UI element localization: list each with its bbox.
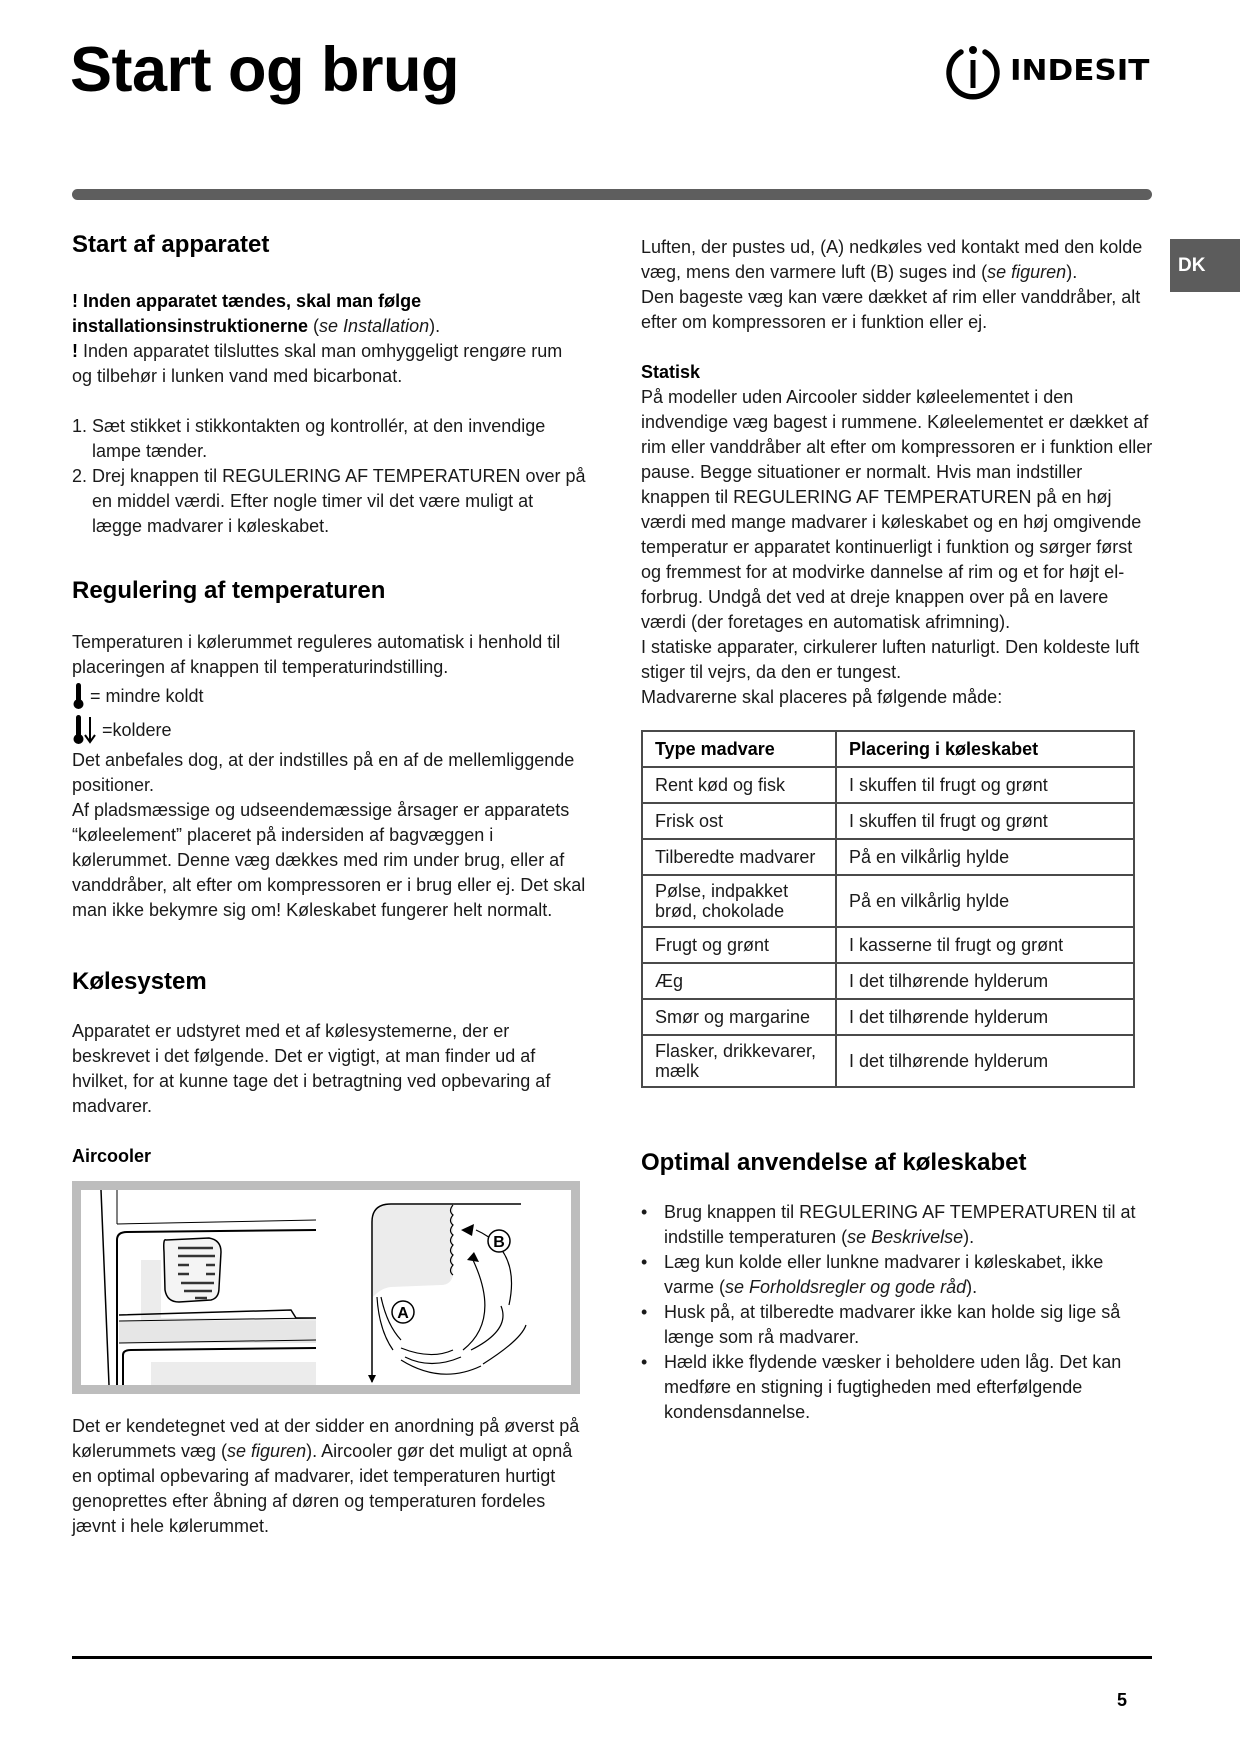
food-type-cell: Frisk ost [642,803,836,839]
warning-cleaning-text: Inden apparatet tilsluttes skal man omhyggeligt rengøre rum og tilbehør i lunken vand med bicarbonat. [72,341,563,386]
brand-name: INDESIT [1010,53,1150,88]
list-item [641,1350,1153,1425]
step-text: Drej knappen til REGULERING AF TEMPERATUREN over på en middel værdi. Efter nogle timer vil det være muligt at lægge madvarer i køleskabet. [92,466,586,536]
ref-description-link: se Beskrivelse [847,1227,964,1247]
aircooler-text-part1: Det er kendetegnet ved at der sidder en anordning på øverst på kølerummets væg ( [72,1416,580,1461]
food-type-cell: Smør og margarine [642,999,836,1035]
step-item [72,414,587,464]
warning-cleaning [72,339,587,389]
table-row [642,1035,1134,1087]
placement-cell: På en vilkårlig hylde [836,875,1134,927]
placement-cell: I det tilhørende hylderum [836,1035,1134,1087]
ref-figure-link: se figuren [987,262,1067,282]
step-item [72,464,587,539]
brand-logo [944,42,1149,100]
table-row [642,999,1134,1035]
heading-regulering: Regulering af temperaturen [72,577,386,604]
section-kolesystem [72,967,587,1539]
right-column [641,235,1153,1425]
ref-installation-link: se Installation [319,316,430,336]
header-divider-bar [72,189,1152,200]
tip-text-end: ). [963,1227,975,1247]
aircooler-description [72,1414,587,1539]
heading-optimal: Optimal anvendelse af køleskabet [641,1149,1027,1176]
left-column [72,228,587,1539]
paren-open: ( [308,316,320,336]
optimal-tips-list [641,1200,1153,1425]
tip-text: Hæld ikke flydende væsker i beholdere uden låg. Det kan medføre en stigning i fugtigheden med efterfølgende kondensdannelse. [664,1352,1122,1422]
list-item [641,1300,1153,1350]
heading-statisk: Statisk [641,362,701,382]
paren-close: ). [429,316,441,336]
section-regulering [72,576,587,923]
legend-colder [72,712,587,748]
aircooler-text-part2: ). Aircooler gør det muligt at opnå en optimal opbevaring af madvarer, idet temperaturen hurtigt genoprettes efter åbning af døren og temperaturen fordeles jævnt i hele kølerummet. [72,1441,573,1536]
table-row [642,963,1134,999]
tip-text-end: ). [966,1277,978,1297]
page-title: Start og brug [70,35,459,105]
food-type-cell: Pølse, indpakket brød, chokolade [642,875,836,927]
column-header-placement: Placering i køleskabet [836,731,1134,767]
food-placement-table [641,730,1135,1088]
food-type-cell: Æg [642,963,836,999]
table-row [642,839,1134,875]
indesit-power-icon [944,42,1002,100]
warning-mark: ! [72,291,78,311]
tip-text: Husk på, at tilberedte madvarer ikke kan holde sig lige så længe som rå madvarer. [664,1302,1121,1347]
table-row [642,803,1134,839]
list-item [641,1250,1153,1300]
list-item [641,1200,1153,1250]
table-row [642,875,1134,927]
frost-note: Den bageste væg kan være dækket af rim eller vanddråber, alt efter om kompressoren er i funktion eller ej. [641,287,1141,332]
placement-cell: I skuffen til frugt og grønt [836,767,1134,803]
food-type-cell: Tilberedte madvarer [642,839,836,875]
statisk-circulation: I statiske apparater, cirkulerer luften naturligt. Den koldeste luft stiger til vejrs, da den er tungest. [641,637,1140,682]
food-type-cell: Rent kød og fisk [642,767,836,803]
footer-divider [72,1656,1152,1659]
heading-aircooler: Aircooler [72,1146,152,1166]
airflow-text-part2: ). [1066,262,1078,282]
regulering-intro: Temperaturen i kølerummet reguleres automatisk i henhold til placeringen af knappen til temperaturindstilling. [72,632,561,677]
regulering-body: Af pladsmæssige og udseendemæssige årsager er apparatets “køleelement” placeret på indersiden af bagvæggen i kølerummet. Denne væg dækkes med rim under brug, eller af vanddråber, alt efter om kompressoren er i brug eller ej. Det skal man ikke bekymre sig om! Køleskabet fungerer helt normalt. [72,800,586,920]
legend-colder-label: =koldere [102,719,172,740]
figure-label-a: A [397,1305,409,1322]
food-type-cell: Frugt og grønt [642,927,836,963]
step-number: 1. [72,416,88,436]
legend-less-cold-label: = mindre koldt [90,685,204,706]
placement-cell: På en vilkårlig hylde [836,839,1134,875]
thermometer-down-icon [72,714,98,746]
start-steps [72,414,587,539]
page-number: 5 [1117,1690,1128,1710]
placement-cell: I det tilhørende hylderum [836,963,1134,999]
step-text: Sæt stikket i stikkontakten og kontrollér, at den invendige lampe tænder. [92,416,546,461]
table-row [642,927,1134,963]
food-type-cell: Flasker, drikkevarer, mælk [642,1035,836,1087]
kolesystem-intro: Apparatet er udstyret med et af kølesystemerne, der er beskrevet i det følgende. Det er vigtigt, at man finder ud af hvilket, for at kunne tage det i betragtning ved opbevaring af madvarer. [72,1021,551,1116]
thermometer-icon [72,682,86,710]
column-header-food-type: Type madvare [642,731,836,767]
bullet-icon: • [641,1302,648,1322]
tip-text: Læg kun kolde eller lunkne madvarer i køleskabet, ikke varme ( [664,1252,1104,1297]
bullet-icon: • [641,1202,648,1222]
section-optimal [641,1148,1153,1425]
warning-installation-bold: Inden apparatet tændes, skal man følge installationsinstruktionerne [72,291,422,336]
table-row [642,767,1134,803]
section-start [72,230,587,539]
airflow-text-part1: Luften, der pustes ud, (A) nedkøles ved kontakt med den kolde væg, mens den varmere luft (B) suges ind ( [641,237,1143,282]
placement-cell: I det tilhørende hylderum [836,999,1134,1035]
heading-start: Start af apparatet [72,231,270,258]
legend-less-cold [72,680,587,712]
placement-cell: I kasserne til frugt og grønt [836,927,1134,963]
warning-mark: ! [72,341,78,361]
language-badge: DK [1170,239,1240,292]
figure-label-b: B [493,1234,505,1251]
step-number: 2. [72,466,88,486]
ref-precautions-link: se Forholdsregler og gode råd [725,1277,967,1297]
warning-installation [72,289,587,339]
section-statisk [641,360,1153,710]
table-intro: Madvarerne skal placeres på følgende måde: [641,687,1003,707]
heading-kolesystem: Kølesystem [72,968,207,995]
placement-cell: I skuffen til frugt og grønt [836,803,1134,839]
bullet-icon: • [641,1352,648,1372]
airflow-description [641,235,1153,285]
aircooler-figure [72,1181,580,1394]
bullet-icon: • [641,1252,648,1272]
regulering-recommendation: Det anbefales dog, at der indstilles på en af de mellemliggende positioner. [72,750,575,795]
table-header-row [642,731,1134,767]
statisk-body: På modeller uden Aircooler sidder køleelementet i den indvendige væg bagest i rummene. Køleelementet er dækket af rim eller vanddråber alt efter om kompressoren er i funktion eller pause. Begge situationer er normalt. Hvis man indstiller knappen til REGULERING AF TEMPERATUREN på en høj værdi med mange madvarer i køleskabet og en høj omgivende temperatur er apparatet kontinuerligt i funktion og sørger først og fremmest for at modvirke dannelse af rim og et for højt el-forbrug. Undgå det ved at dreje knappen over på en lavere værdi (der foretages en automatisk afrimning). [641,387,1153,632]
ref-figure-link: se figuren [227,1441,307,1461]
tip-text: Brug knappen til REGULERING AF TEMPERATUREN til at indstille temperaturen ( [664,1202,1136,1247]
aircooler-illustration [81,1190,571,1385]
